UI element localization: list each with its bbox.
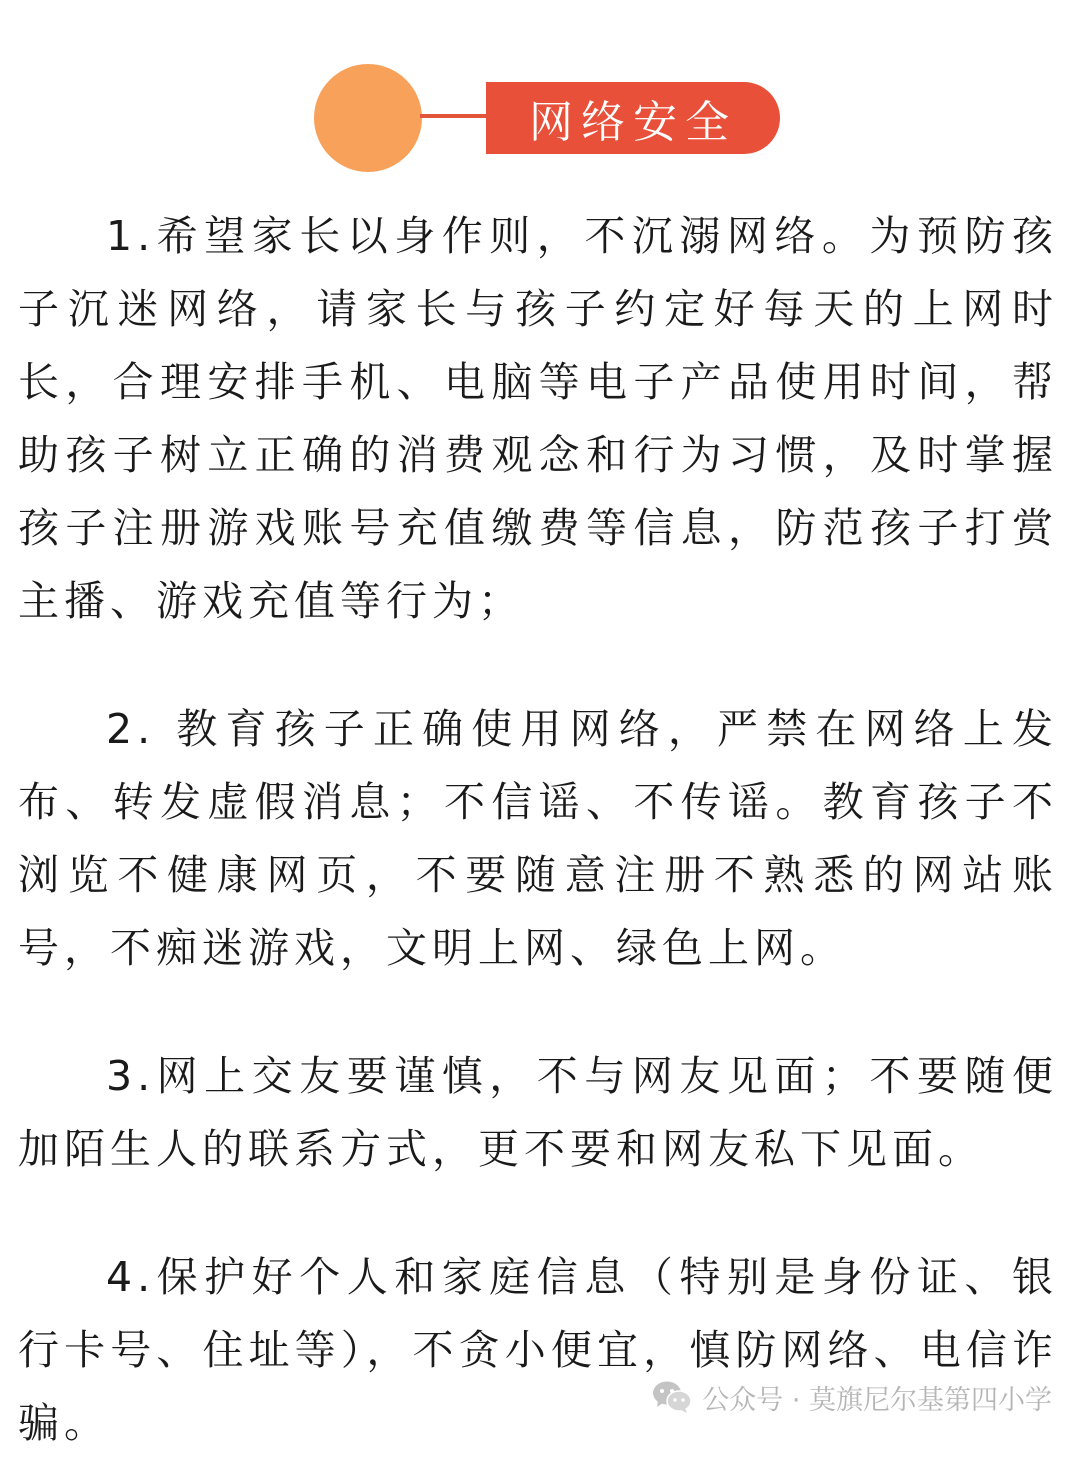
watermark-text: 公众号 · 莫旗尼尔基第四小学 xyxy=(702,1384,1052,1416)
watermark xyxy=(652,1372,1052,1422)
paragraph-4: 4.保护好个人和家庭信息（特别是身份证、银行卡号、住址等），不贪小便宜，慎防网络、电信诈骗。 xyxy=(18,1253,1058,1447)
section-title: 网络安全 xyxy=(529,97,737,148)
paragraph-1: 1.希望家长以身作则，不沉溺网络。为预防孩子沉迷网络，请家长与孩子约定好每天的上网时长，合理安排手机、电脑等电子产品使用时间，帮助孩子树立正确的消费观念和行为习惯，及时掌握孩子注册游戏账号充值缴费等信息，防范孩子打赏主播、游戏充值等行为； xyxy=(18,212,1058,625)
article-body xyxy=(18,200,1058,1460)
paragraph-3: 3.网上交友要谨慎，不与网友见面；不要随便加陌生人的联系方式，更不要和网友私下见面。 xyxy=(18,1052,1058,1173)
paragraph-2: 2. 教育孩子正确使用网络，严禁在网络上发布、转发虚假消息；不信谣、不传谣。教育孩子不浏览不健康网页，不要随意注册不熟悉的网站账号，不痴迷游戏，文明上网、绿色上网。 xyxy=(18,705,1058,972)
wechat-icon xyxy=(652,1380,692,1414)
connector-line xyxy=(420,114,490,118)
decorative-circle xyxy=(314,64,422,172)
section-header xyxy=(0,0,1080,180)
section-title-tag xyxy=(486,82,780,154)
